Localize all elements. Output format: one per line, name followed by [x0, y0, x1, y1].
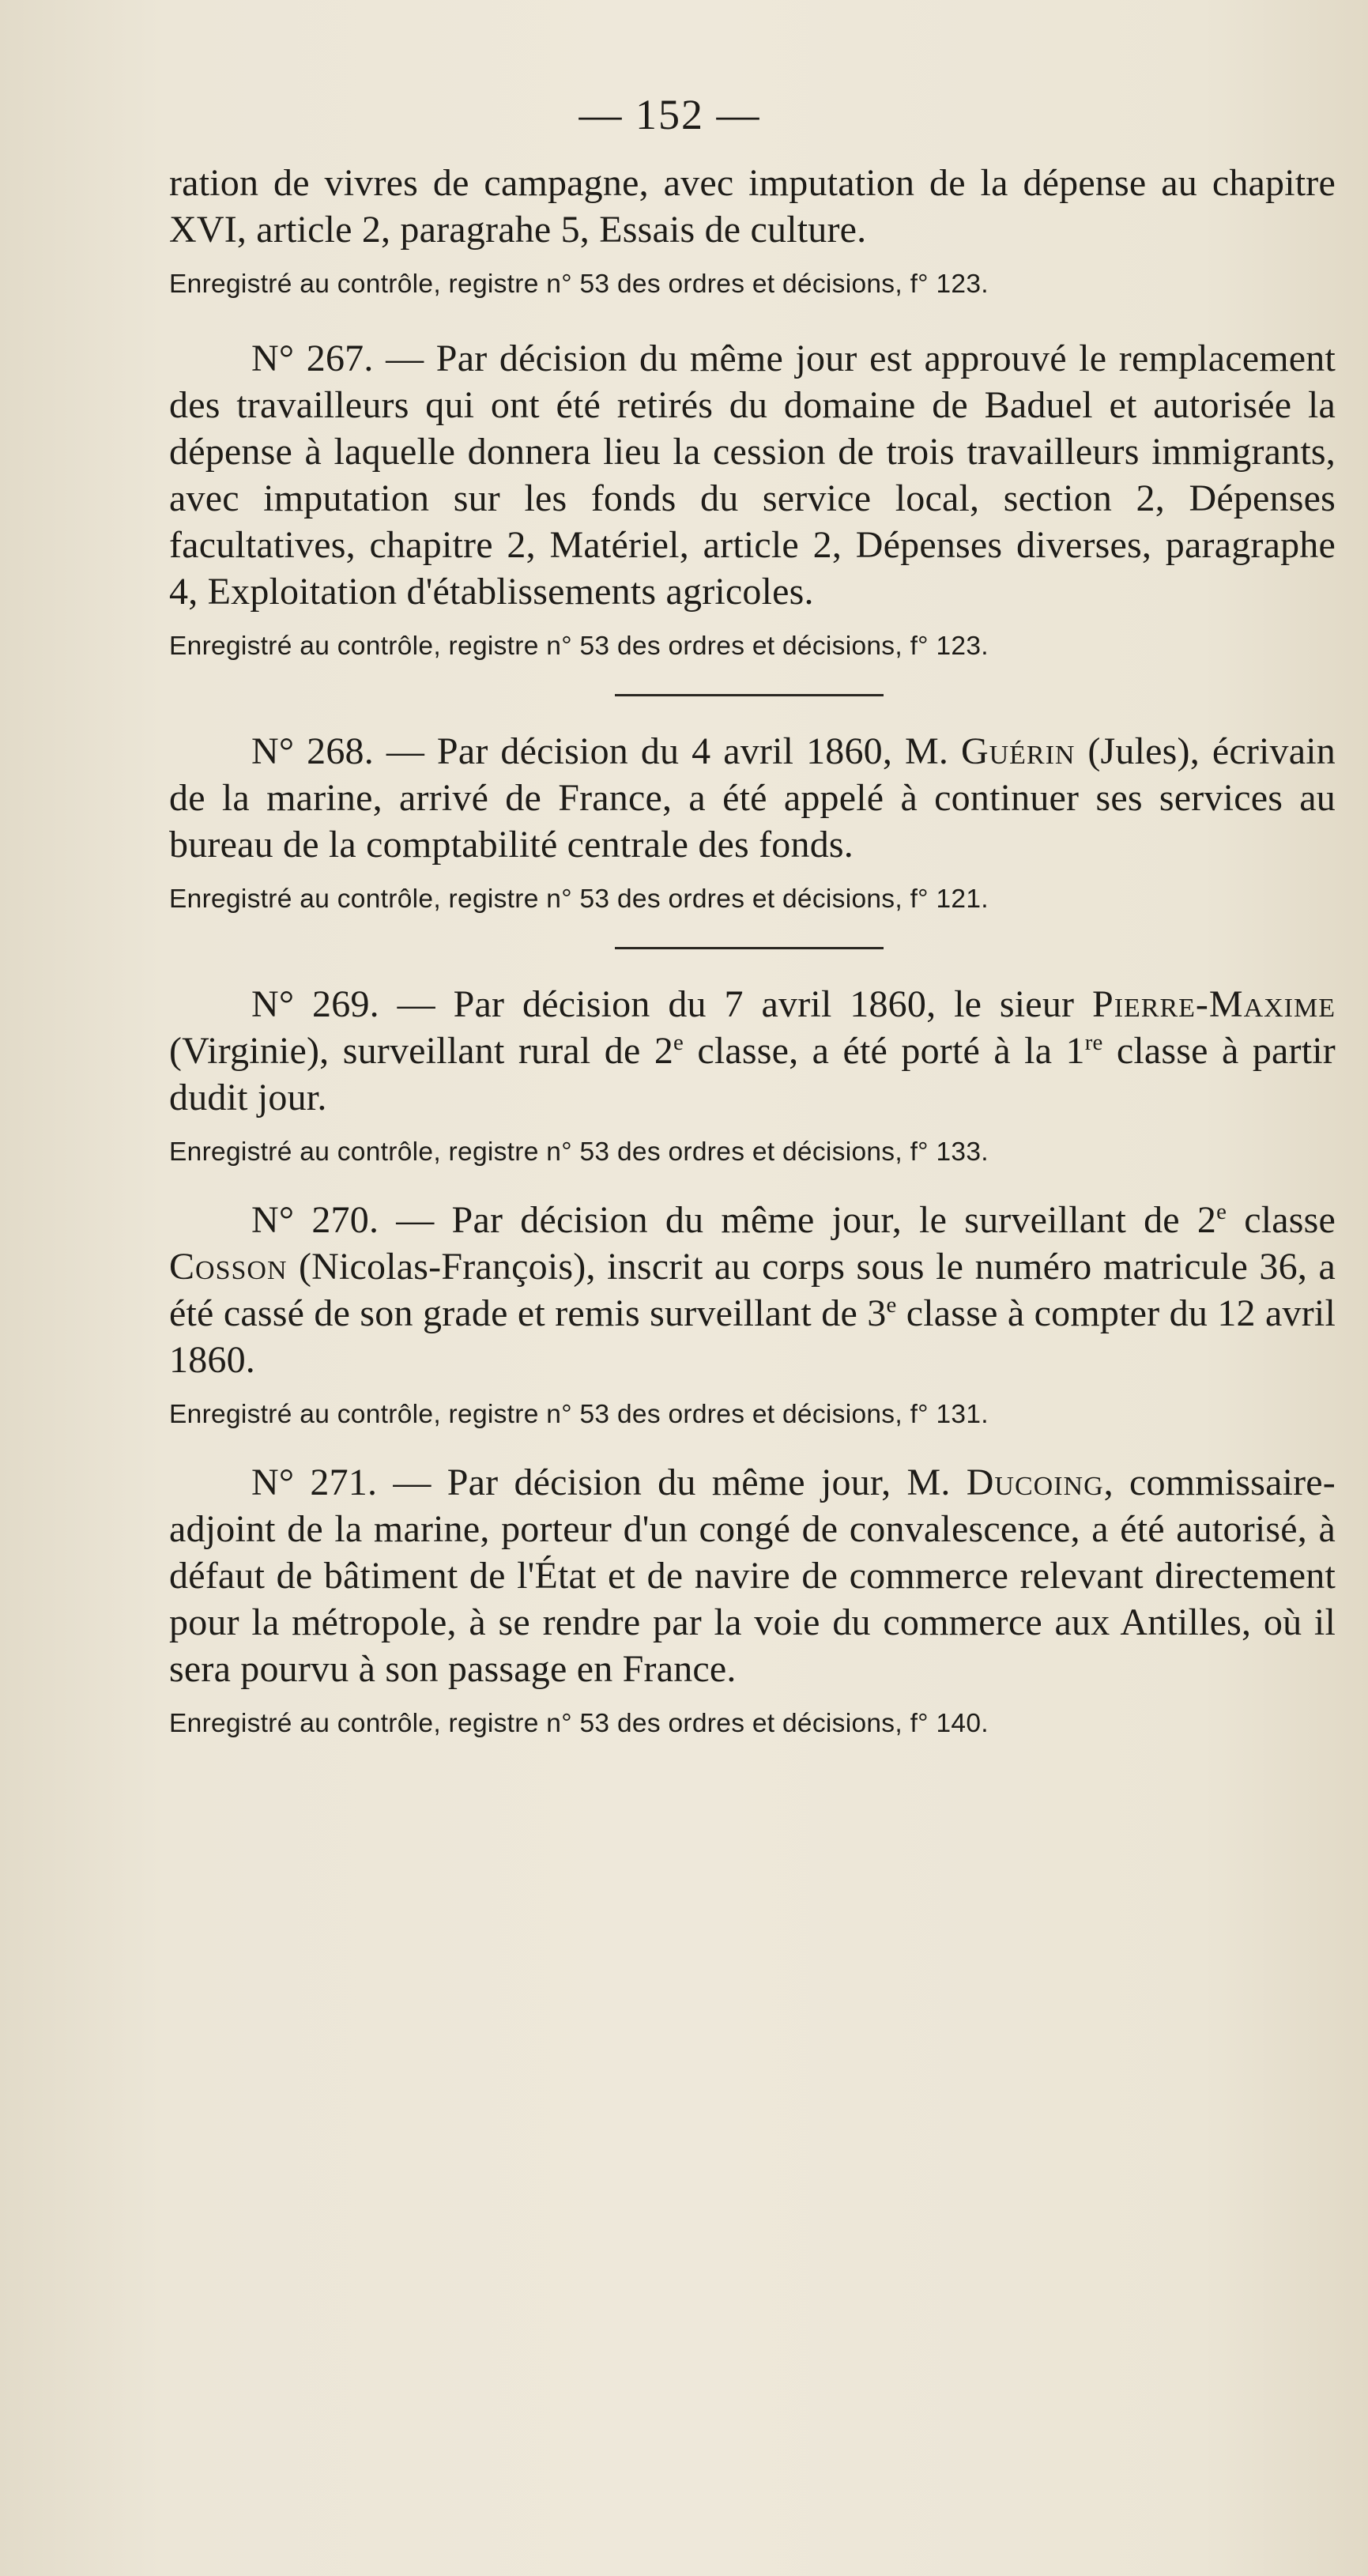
person-name: Guérin: [960, 730, 1076, 772]
spacer: [169, 1431, 1344, 1459]
entry-number: N° 269.: [251, 983, 379, 1025]
entry-text: — Par décision du même jour, le surveillant de 2: [396, 1199, 1217, 1241]
ordinal-suffix: e: [886, 1292, 897, 1318]
entry-text: (Virginie), surveillant rural de 2: [169, 1030, 674, 1072]
entry-text: — Par décision du 4 avril 1860, M.: [386, 730, 961, 772]
spacer: [169, 1168, 1344, 1197]
entry-text: (Jules), écrivain de la marine, arrivé de France, a été appelé à continuer ses services au bureau de la comptabilité centrale des fonds.: [169, 730, 1336, 866]
entry-number: N° 270.: [251, 1199, 379, 1241]
ordinal-suffix: e: [1216, 1199, 1227, 1224]
ordinal-suffix: e: [673, 1030, 684, 1055]
spacer: [169, 300, 1344, 335]
registry-note: Enregistré au contrôle, registre n° 53 des ordres et décisions, f° 133.: [169, 1137, 989, 1167]
decision-entry-270: [169, 1197, 1336, 1383]
page-number: — 152 —: [578, 91, 761, 138]
person-name: Cosson: [169, 1246, 288, 1288]
decision-entry-269: [169, 981, 1336, 1121]
separator-rule: [615, 694, 884, 696]
entry-text: — Par décision du même jour, M.: [393, 1461, 967, 1503]
entry-text: , commissaire-adjoint de la marine, porteur d'un congé de convalescence, a été autorisé, à défaut de bâtiment de l'État et de navire de commerce relevant directement pour la métropole, à se rendre par la voie du commerce aux Antilles, où il sera pourvu à son passage en France.: [169, 1461, 1336, 1690]
entry-text: — Par décision du 7 avril 1860, le sieur: [397, 983, 1092, 1025]
ordinal-suffix: re: [1084, 1030, 1103, 1055]
entry-text: classe: [1227, 1199, 1336, 1241]
entry-text: (Nicolas-François), inscrit au corps sous le numéro matricule 36, a été cassé de son grade et remis surveillant de 3: [169, 1246, 1336, 1334]
person-name: Ducoing: [966, 1461, 1104, 1503]
entry-text: — Par décision du même jour est approuvé le remplacement des travailleurs qui ont été retirés du domaine de Baduel et autorisée la dépense à laquelle donnera lieu la cession de trois travailleurs immigrants, avec imputation sur les fonds du service local, section 2, Dépenses facultatives, chapitre 2, Matériel, article 2, Dépenses diverses, paragraphe 4, Exploitation d'établissements agricoles.: [169, 338, 1336, 613]
entry-text: classe à compter du 12 avril 1860.: [169, 1292, 1336, 1381]
entry-number: N° 267.: [251, 338, 374, 379]
decision-entry-268: [169, 728, 1336, 868]
entry-number: N° 268.: [251, 730, 374, 772]
decision-entry-267: [169, 335, 1336, 615]
entry-number: N° 271.: [251, 1461, 378, 1503]
registry-note: Enregistré au contrôle, registre n° 53 des ordres et décisions, f° 140.: [169, 1709, 989, 1738]
registry-note: Enregistré au contrôle, registre n° 53 des ordres et décisions, f° 123.: [169, 270, 989, 299]
registry-note: Enregistré au contrôle, registre n° 53 des ordres et décisions, f° 131.: [169, 1400, 989, 1429]
continuation-paragraph: ration de vivres de campagne, avec imputation de la dépense au chapitre XVI, article 2, paragrahe 5, Essais de culture.: [169, 162, 1336, 251]
registry-note: Enregistré au contrôle, registre n° 53 des ordres et décisions, f° 123.: [169, 632, 989, 661]
person-name: Pierre-Maxime: [1092, 983, 1336, 1025]
entry-text: classe, a été porté à la 1: [684, 1030, 1085, 1072]
separator-rule: [615, 947, 884, 949]
registry-note: Enregistré au contrôle, registre n° 53 des ordres et décisions, f° 121.: [169, 884, 989, 914]
entry-text: classe à partir dudit jour.: [169, 1030, 1336, 1118]
decision-entry-271: [169, 1459, 1336, 1692]
